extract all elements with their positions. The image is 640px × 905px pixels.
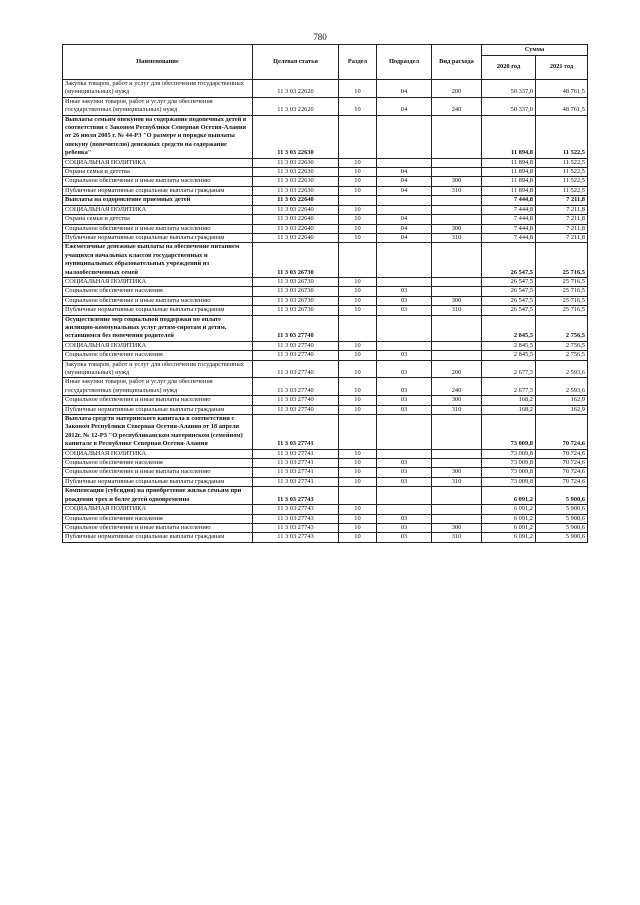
row-section: 10 <box>339 523 377 532</box>
table-row <box>63 405 588 414</box>
table-row <box>63 315 588 341</box>
row-expense-type: 240 <box>432 378 482 396</box>
row-sum-2021: 7 211,8 <box>536 233 588 242</box>
table-row <box>63 514 588 523</box>
row-name: Выплата средств материнского капитала в соответствии с Законом Республики Северная Осетия-Алания от 18 апреля 2012г. № 12-РЗ "О республиканском материнском (семейном) капитале в Республике Северная Осетия-Алания <box>63 415 253 450</box>
table-row <box>63 277 588 286</box>
row-section: 10 <box>339 533 377 542</box>
row-target: 11 3 03 22620 <box>253 80 339 98</box>
row-sum-2020: 7 444,8 <box>482 224 536 233</box>
row-target: 11 3 03 27740 <box>253 378 339 396</box>
table-row <box>63 351 588 360</box>
table-body <box>63 80 588 543</box>
row-target: 11 3 03 22640 <box>253 224 339 233</box>
row-sum-2020: 26 547,5 <box>482 277 536 286</box>
row-section <box>339 315 377 341</box>
row-sum-2021: 7 211,8 <box>536 215 588 224</box>
row-expense-type <box>432 459 482 468</box>
row-name: Социальное обеспечение и иные выплаты населению <box>63 396 253 405</box>
row-expense-type: 310 <box>432 405 482 414</box>
table-row <box>63 224 588 233</box>
row-expense-type: 310 <box>432 233 482 242</box>
row-subsection: 03 <box>377 306 432 315</box>
row-sum-2021: 11 522,5 <box>536 186 588 195</box>
table-row <box>63 177 588 186</box>
row-expense-type: 310 <box>432 533 482 542</box>
row-expense-type <box>432 158 482 167</box>
row-section: 10 <box>339 477 377 486</box>
row-expense-type <box>432 168 482 177</box>
budget-table <box>62 44 588 543</box>
row-target: 11 3 03 22620 <box>253 97 339 115</box>
row-sum-2021: 25 716,5 <box>536 243 588 278</box>
row-sum-2021: 2 756,5 <box>536 351 588 360</box>
header-subsection: Подраздел <box>377 45 432 80</box>
row-sum-2021: 70 724,6 <box>536 477 588 486</box>
row-sum-2020: 2 677,3 <box>482 378 536 396</box>
row-sum-2021: 5 900,6 <box>536 487 588 505</box>
row-name: Социальное обеспечение и иные выплаты населению <box>63 177 253 186</box>
header-sum: Сумма <box>482 45 588 56</box>
row-subsection: 03 <box>377 296 432 305</box>
row-sum-2021: 162,9 <box>536 405 588 414</box>
table-row <box>63 477 588 486</box>
row-subsection <box>377 115 432 158</box>
row-name: Ежемесячные денежные выплаты на обеспечение питанием учащихся начальных классов государственных и муниципальных образовательных учреждений из малообеспеченных семей <box>63 243 253 278</box>
row-target: 11 3 03 22640 <box>253 205 339 214</box>
row-sum-2020: 26 547,5 <box>482 243 536 278</box>
row-name: СОЦИАЛЬНАЯ ПОЛИТИКА <box>63 449 253 458</box>
row-name: Иные закупки товаров, работ и услуг для обеспечения государственных (муниципальных) нужд <box>63 97 253 115</box>
row-name: Публичные нормативные социальные выплаты гражданам <box>63 533 253 542</box>
row-section: 10 <box>339 360 377 378</box>
row-expense-type <box>432 341 482 350</box>
row-sum-2020: 7 444,8 <box>482 205 536 214</box>
row-subsection: 03 <box>377 396 432 405</box>
row-expense-type <box>432 487 482 505</box>
row-expense-type <box>432 215 482 224</box>
row-name: Выплаты семьям опекунов на содержание подопечных детей в соответствии с Законом Республики Северная Осетия-Алания от 26 июля 2005 г. № 44-РЗ "О размере и порядке выплаты опекуну (попечителю) денежных средств на содержание ребенка" <box>63 115 253 158</box>
row-section: 10 <box>339 468 377 477</box>
row-sum-2021: 70 724,6 <box>536 415 588 450</box>
row-section <box>339 196 377 205</box>
row-section: 10 <box>339 205 377 214</box>
row-section: 10 <box>339 158 377 167</box>
row-section <box>339 415 377 450</box>
row-subsection: 04 <box>377 186 432 195</box>
row-target: 11 3 03 26730 <box>253 277 339 286</box>
row-expense-type: 200 <box>432 80 482 98</box>
row-target: 11 3 03 22630 <box>253 186 339 195</box>
row-sum-2020: 2 845,5 <box>482 341 536 350</box>
row-section: 10 <box>339 505 377 514</box>
row-sum-2020: 7 444,8 <box>482 215 536 224</box>
row-sum-2021: 25 716,5 <box>536 306 588 315</box>
row-target: 11 3 03 26730 <box>253 296 339 305</box>
header-year-2021: 2021 год <box>536 56 588 80</box>
row-subsection: 03 <box>377 405 432 414</box>
row-target: 11 3 03 26730 <box>253 306 339 315</box>
table-row <box>63 396 588 405</box>
row-sum-2020: 2 677,3 <box>482 360 536 378</box>
row-section: 10 <box>339 449 377 458</box>
row-subsection <box>377 277 432 286</box>
row-target: 11 3 03 27740 <box>253 341 339 350</box>
row-target: 11 3 03 22630 <box>253 115 339 158</box>
table-row <box>63 196 588 205</box>
row-subsection: 04 <box>377 233 432 242</box>
row-target: 11 3 03 27741 <box>253 468 339 477</box>
row-target: 11 3 03 22640 <box>253 196 339 205</box>
header-name: Наименование <box>63 45 253 80</box>
row-sum-2021: 25 716,5 <box>536 287 588 296</box>
row-name: Публичные нормативные социальные выплаты гражданам <box>63 405 253 414</box>
row-sum-2021: 48 761,5 <box>536 80 588 98</box>
row-target: 11 3 03 27740 <box>253 315 339 341</box>
row-section <box>339 243 377 278</box>
row-sum-2020: 6 091,2 <box>482 514 536 523</box>
row-target: 11 3 03 22640 <box>253 215 339 224</box>
row-target: 11 3 03 27741 <box>253 477 339 486</box>
row-expense-type: 300 <box>432 177 482 186</box>
row-subsection <box>377 505 432 514</box>
row-target: 11 3 03 22630 <box>253 177 339 186</box>
table-row <box>63 158 588 167</box>
row-name: Социальное обеспечение и иные выплаты населению <box>63 296 253 305</box>
row-subsection: 03 <box>377 287 432 296</box>
row-name: Закупка товаров, работ и услуг для обеспечения государственных (муниципальных) нужд <box>63 360 253 378</box>
row-sum-2020: 73 009,8 <box>482 459 536 468</box>
row-target: 11 3 03 27740 <box>253 360 339 378</box>
table-row <box>63 306 588 315</box>
row-subsection <box>377 487 432 505</box>
table-row <box>63 487 588 505</box>
row-target: 11 3 03 27740 <box>253 396 339 405</box>
row-expense-type: 310 <box>432 477 482 486</box>
row-subsection: 04 <box>377 177 432 186</box>
header-year-2020: 2020 год <box>482 56 536 80</box>
row-subsection: 03 <box>377 533 432 542</box>
row-name: СОЦИАЛЬНАЯ ПОЛИТИКА <box>63 205 253 214</box>
row-target: 11 3 03 27740 <box>253 405 339 414</box>
row-expense-type <box>432 115 482 158</box>
row-section: 10 <box>339 97 377 115</box>
row-sum-2020: 6 091,2 <box>482 523 536 532</box>
row-subsection: 04 <box>377 215 432 224</box>
row-sum-2020: 168,2 <box>482 396 536 405</box>
row-expense-type: 300 <box>432 396 482 405</box>
row-section: 10 <box>339 459 377 468</box>
row-sum-2021: 70 724,6 <box>536 459 588 468</box>
row-section <box>339 487 377 505</box>
row-subsection <box>377 315 432 341</box>
row-section: 10 <box>339 215 377 224</box>
row-expense-type: 240 <box>432 97 482 115</box>
row-sum-2021: 7 211,8 <box>536 224 588 233</box>
row-name: Охрана семьи и детства <box>63 168 253 177</box>
row-sum-2020: 11 894,8 <box>482 186 536 195</box>
row-name: Иные закупки товаров, работ и услуг для обеспечения государственных (муниципальных) нужд <box>63 378 253 396</box>
row-section: 10 <box>339 177 377 186</box>
row-expense-type: 300 <box>432 468 482 477</box>
table-row <box>63 215 588 224</box>
row-sum-2020: 26 547,5 <box>482 306 536 315</box>
row-sum-2020: 26 547,5 <box>482 287 536 296</box>
row-subsection <box>377 341 432 350</box>
row-subsection: 04 <box>377 168 432 177</box>
row-sum-2020: 7 444,8 <box>482 196 536 205</box>
row-sum-2020: 11 894,8 <box>482 177 536 186</box>
row-section: 10 <box>339 80 377 98</box>
table-row <box>63 296 588 305</box>
row-sum-2021: 25 716,5 <box>536 296 588 305</box>
table-row <box>63 115 588 158</box>
row-sum-2021: 11 522,5 <box>536 177 588 186</box>
row-subsection <box>377 415 432 450</box>
row-sum-2020: 6 091,2 <box>482 487 536 505</box>
row-sum-2020: 11 894,8 <box>482 168 536 177</box>
row-sum-2021: 25 716,5 <box>536 277 588 286</box>
row-name: Социальное обеспечение населения <box>63 351 253 360</box>
table-row <box>63 287 588 296</box>
table-row <box>63 186 588 195</box>
header-section: Раздел <box>339 45 377 80</box>
row-sum-2020: 6 091,2 <box>482 533 536 542</box>
row-section: 10 <box>339 168 377 177</box>
row-name: Публичные нормативные социальные выплаты гражданам <box>63 186 253 195</box>
table-row <box>63 168 588 177</box>
row-target: 11 3 03 27740 <box>253 351 339 360</box>
table-row <box>63 378 588 396</box>
row-subsection: 04 <box>377 224 432 233</box>
row-name: Социальное обеспечение населения <box>63 514 253 523</box>
row-sum-2020: 26 547,5 <box>482 296 536 305</box>
row-expense-type <box>432 351 482 360</box>
row-name: Выплаты на оздоровление приемных детей <box>63 196 253 205</box>
table-row <box>63 205 588 214</box>
row-sum-2020: 73 009,8 <box>482 477 536 486</box>
row-section: 10 <box>339 306 377 315</box>
row-expense-type <box>432 243 482 278</box>
row-sum-2021: 70 724,6 <box>536 468 588 477</box>
row-target: 11 3 03 27743 <box>253 487 339 505</box>
row-section: 10 <box>339 378 377 396</box>
table-row <box>63 415 588 450</box>
row-expense-type <box>432 287 482 296</box>
row-subsection <box>377 243 432 278</box>
row-expense-type <box>432 205 482 214</box>
row-name: Публичные нормативные социальные выплаты гражданам <box>63 233 253 242</box>
row-sum-2020: 2 845,5 <box>482 315 536 341</box>
row-subsection <box>377 196 432 205</box>
row-name: Социальное обеспечение и иные выплаты населению <box>63 523 253 532</box>
row-sum-2021: 11 522,5 <box>536 168 588 177</box>
table-row <box>63 243 588 278</box>
table-row <box>63 97 588 115</box>
row-subsection: 03 <box>377 468 432 477</box>
row-expense-type: 300 <box>432 523 482 532</box>
row-section: 10 <box>339 351 377 360</box>
row-target: 11 3 03 27741 <box>253 415 339 450</box>
row-sum-2020: 73 009,8 <box>482 415 536 450</box>
row-subsection: 03 <box>377 351 432 360</box>
row-sum-2021: 2 593,6 <box>536 378 588 396</box>
row-target: 11 3 03 27743 <box>253 505 339 514</box>
row-name: Закупка товаров, работ и услуг для обеспечения государственных (муниципальных) нужд <box>63 80 253 98</box>
header-expense-type: Вид расхода <box>432 45 482 80</box>
row-sum-2021: 11 522,5 <box>536 158 588 167</box>
row-sum-2020: 50 337,0 <box>482 80 536 98</box>
row-section: 10 <box>339 341 377 350</box>
table-row <box>63 341 588 350</box>
row-sum-2021: 7 211,8 <box>536 205 588 214</box>
row-section: 10 <box>339 224 377 233</box>
row-sum-2020: 73 009,8 <box>482 449 536 458</box>
row-subsection: 03 <box>377 459 432 468</box>
row-sum-2021: 5 900,6 <box>536 523 588 532</box>
row-subsection <box>377 205 432 214</box>
row-sum-2021: 2 756,5 <box>536 315 588 341</box>
row-subsection: 03 <box>377 360 432 378</box>
row-section: 10 <box>339 396 377 405</box>
row-sum-2021: 70 724,6 <box>536 449 588 458</box>
row-name: СОЦИАЛЬНАЯ ПОЛИТИКА <box>63 505 253 514</box>
row-expense-type <box>432 449 482 458</box>
row-section: 10 <box>339 233 377 242</box>
row-target: 11 3 03 27741 <box>253 459 339 468</box>
row-target: 11 3 03 26730 <box>253 287 339 296</box>
row-expense-type <box>432 196 482 205</box>
row-section: 10 <box>339 514 377 523</box>
table-row <box>63 468 588 477</box>
row-target: 11 3 03 26730 <box>253 243 339 278</box>
row-subsection: 04 <box>377 97 432 115</box>
table-row <box>63 523 588 532</box>
row-subsection <box>377 449 432 458</box>
row-sum-2021: 2 593,6 <box>536 360 588 378</box>
row-expense-type: 300 <box>432 296 482 305</box>
row-sum-2021: 5 900,6 <box>536 533 588 542</box>
table-row <box>63 233 588 242</box>
table-row <box>63 80 588 98</box>
row-expense-type <box>432 277 482 286</box>
row-subsection: 03 <box>377 514 432 523</box>
table-row <box>63 533 588 542</box>
row-sum-2020: 11 894,8 <box>482 158 536 167</box>
row-sum-2021: 48 761,5 <box>536 97 588 115</box>
row-target: 11 3 03 27741 <box>253 449 339 458</box>
row-expense-type <box>432 505 482 514</box>
table-row <box>63 449 588 458</box>
row-expense-type: 310 <box>432 186 482 195</box>
row-name: Социальное обеспечение населения <box>63 287 253 296</box>
row-target: 11 3 03 27743 <box>253 514 339 523</box>
row-sum-2021: 5 900,6 <box>536 505 588 514</box>
row-target: 11 3 03 22630 <box>253 158 339 167</box>
row-target: 11 3 03 22630 <box>253 168 339 177</box>
row-name: Социальное обеспечение и иные выплаты населению <box>63 224 253 233</box>
row-expense-type: 300 <box>432 224 482 233</box>
row-sum-2020: 168,2 <box>482 405 536 414</box>
row-sum-2020: 50 337,0 <box>482 97 536 115</box>
row-sum-2021: 11 522,5 <box>536 115 588 158</box>
row-name: СОЦИАЛЬНАЯ ПОЛИТИКА <box>63 341 253 350</box>
row-section: 10 <box>339 405 377 414</box>
row-name: Осуществление мер социальной поддержки по оплате жилищно-коммунальных услуг детям-сиротам и детям, оставшимся без попечения родителей <box>63 315 253 341</box>
row-expense-type: 200 <box>432 360 482 378</box>
row-expense-type <box>432 415 482 450</box>
row-section: 10 <box>339 287 377 296</box>
row-section <box>339 115 377 158</box>
table-row <box>63 459 588 468</box>
table-row <box>63 505 588 514</box>
row-sum-2021: 162,9 <box>536 396 588 405</box>
row-section: 10 <box>339 277 377 286</box>
row-name: Социальное обеспечение населения <box>63 459 253 468</box>
row-expense-type: 310 <box>432 306 482 315</box>
row-target: 11 3 03 27743 <box>253 523 339 532</box>
row-name: Публичные нормативные социальные выплаты гражданам <box>63 306 253 315</box>
row-sum-2020: 11 894,8 <box>482 115 536 158</box>
row-subsection: 04 <box>377 80 432 98</box>
row-subsection <box>377 158 432 167</box>
row-subsection: 03 <box>377 523 432 532</box>
row-sum-2021: 5 900,6 <box>536 514 588 523</box>
row-subsection: 03 <box>377 378 432 396</box>
row-name: Социальное обеспечение и иные выплаты населению <box>63 468 253 477</box>
row-sum-2020: 6 091,2 <box>482 505 536 514</box>
row-sum-2020: 73 009,8 <box>482 468 536 477</box>
row-sum-2020: 7 444,8 <box>482 233 536 242</box>
header-target: Целевая статья <box>253 45 339 80</box>
row-name: СОЦИАЛЬНАЯ ПОЛИТИКА <box>63 158 253 167</box>
row-expense-type <box>432 315 482 341</box>
row-name: СОЦИАЛЬНАЯ ПОЛИТИКА <box>63 277 253 286</box>
row-target: 11 3 03 22640 <box>253 233 339 242</box>
row-section: 10 <box>339 186 377 195</box>
row-sum-2021: 7 211,8 <box>536 196 588 205</box>
row-target: 11 3 03 27743 <box>253 533 339 542</box>
row-section: 10 <box>339 296 377 305</box>
page-number: 780 <box>313 32 327 42</box>
table-row <box>63 360 588 378</box>
row-name: Компенсация (субсидия) на приобретение жилья семьям при рождении трех и более детей одновременно <box>63 487 253 505</box>
row-expense-type <box>432 514 482 523</box>
row-name: Публичные нормативные социальные выплаты гражданам <box>63 477 253 486</box>
row-sum-2020: 2 845,5 <box>482 351 536 360</box>
row-sum-2021: 2 756,5 <box>536 341 588 350</box>
row-name: Охрана семьи и детства <box>63 215 253 224</box>
row-subsection: 03 <box>377 477 432 486</box>
